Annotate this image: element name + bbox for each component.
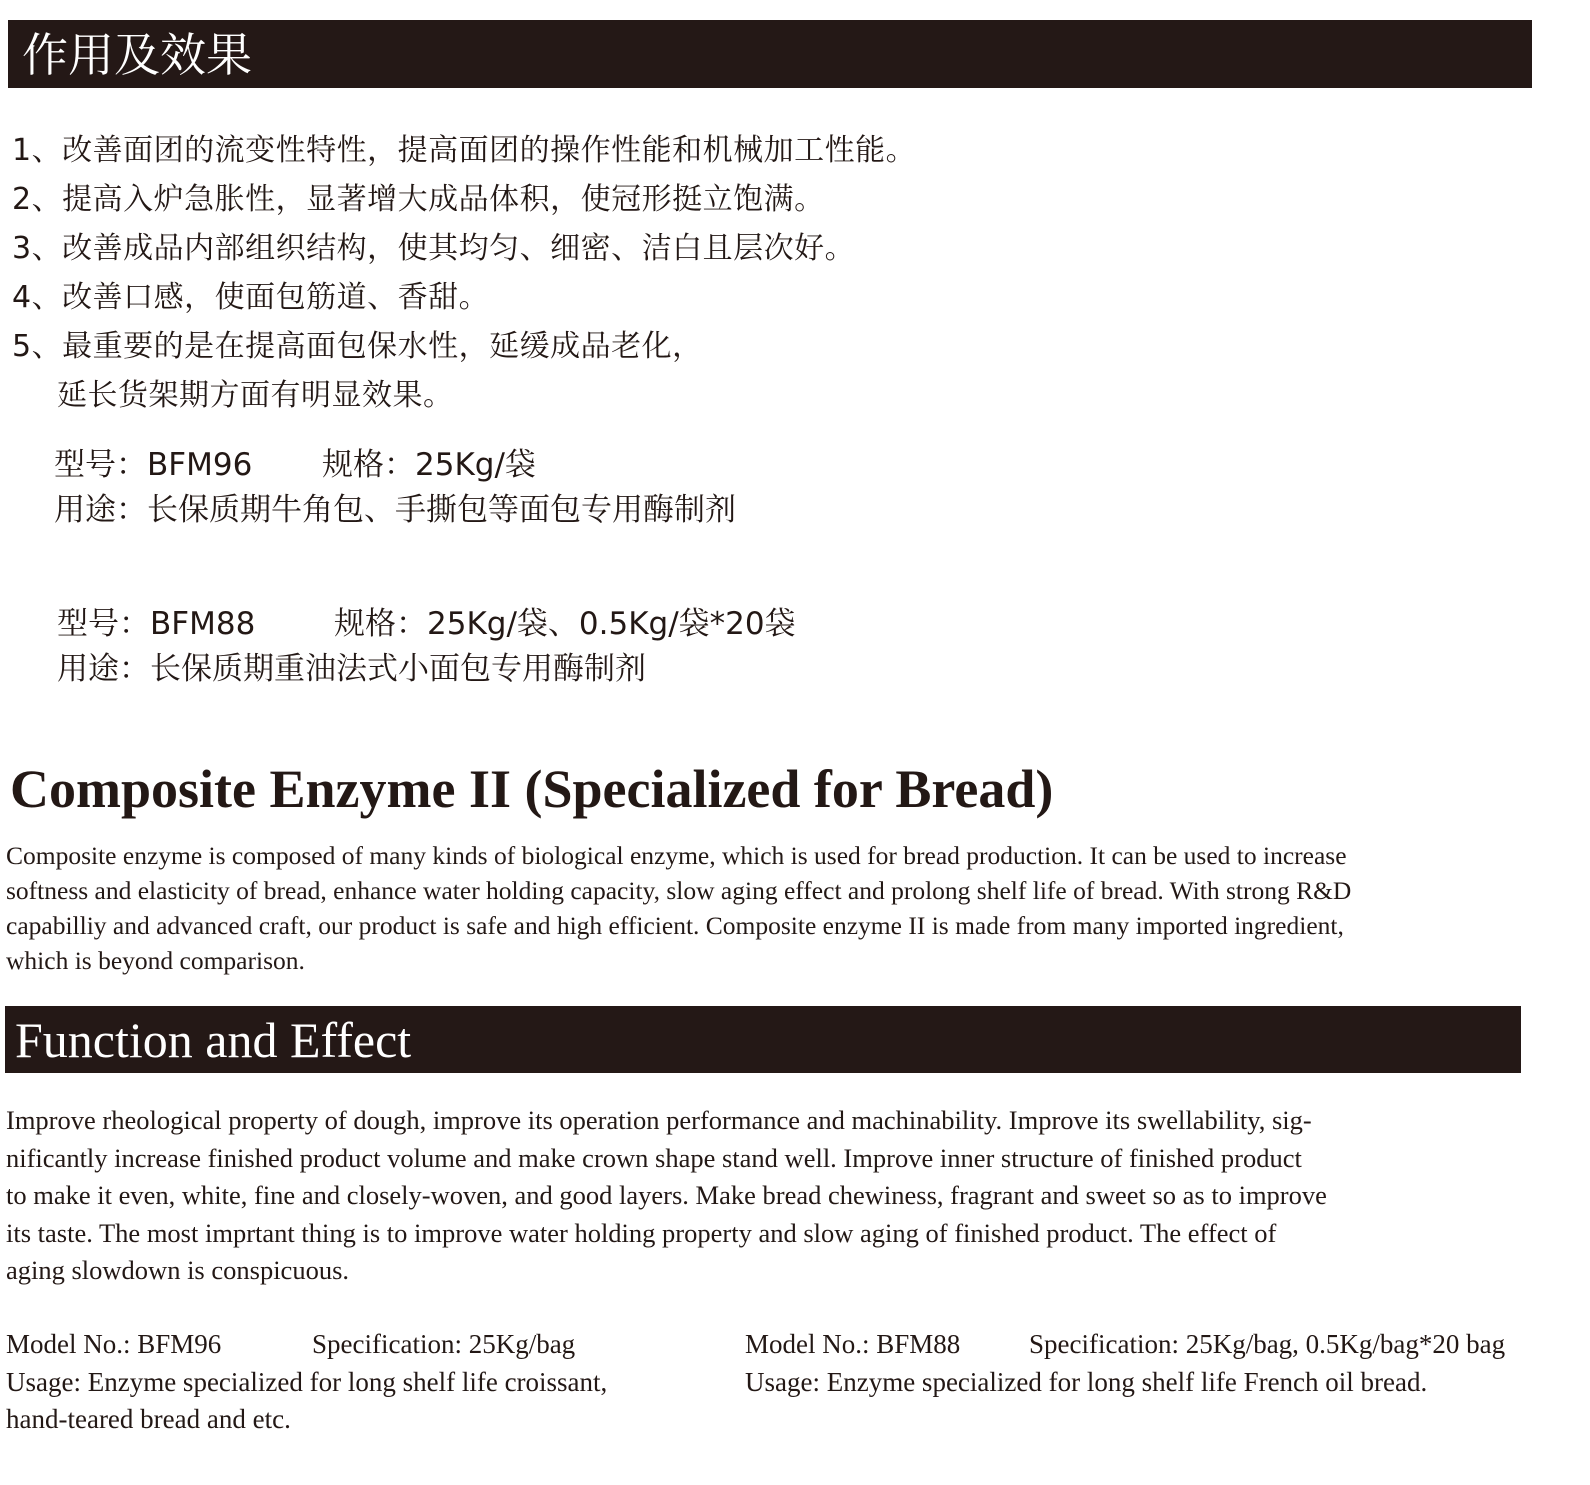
cn-model-number: 型号：BFM96 xyxy=(54,447,253,483)
paragraph-line: aging slowdown is conspicuous. xyxy=(6,1255,350,1285)
product-intro-paragraph xyxy=(6,838,1536,978)
cn-model-number: 型号：BFM88 xyxy=(57,606,256,642)
paragraph-line: which is beyond comparison. xyxy=(6,946,305,975)
paragraph-line: Composite enzyme is composed of many kinds of biological enzyme, which is used for bread production. It can be used to increase xyxy=(6,841,1347,870)
function-effect-paragraph xyxy=(6,1102,1536,1290)
cn-specification: 规格：25Kg/袋 xyxy=(322,447,536,483)
paragraph-line: nificantly increase finished product volume and make crown shape stand well. Improve inner structure of finished product xyxy=(6,1142,1302,1173)
en-specification: Specification: 25Kg/bag, 0.5Kg/bag*20 bag xyxy=(1029,1329,1506,1359)
en-usage-line: hand-teared bread and etc. xyxy=(6,1404,291,1434)
cn-specification: 规格：25Kg/袋、0.5Kg/袋*20袋 xyxy=(334,606,796,642)
cn-effect-item: 4、改善口感，使面包筋道、香甜。 xyxy=(12,280,490,315)
en-specification: Specification: 25Kg/bag xyxy=(312,1329,576,1359)
en-section-title: Function and Effect xyxy=(15,1012,412,1068)
cn-usage: 用途：长保质期重油法式小面包专用酶制剂 xyxy=(57,651,646,687)
product-title: Composite Enzyme II (Specialized for Bread) xyxy=(10,759,1054,819)
en-model-number: Model No.: BFM88 xyxy=(745,1329,961,1359)
cn-section-header xyxy=(8,20,1532,88)
en-section-header xyxy=(5,1006,1521,1073)
cn-effect-item: 3、改善成品内部组织结构，使其均匀、细密、洁白且层次好。 xyxy=(12,231,856,266)
cn-effect-item: 1、改善面团的流变性特性，提高面团的操作性能和机械加工性能。 xyxy=(12,133,917,168)
en-usage-line: Usage: Enzyme specialized for long shelf life French oil bread. xyxy=(745,1367,1428,1397)
cn-effect-item: 2、提高入炉急胀性，显著增大成品体积，使冠形挺立饱满。 xyxy=(12,182,825,217)
en-model-number: Model No.: BFM96 xyxy=(6,1329,222,1359)
paragraph-line: its taste. The most imprtant thing is to improve water holding property and slow aging of finished product. The effect of xyxy=(6,1217,1277,1248)
cn-section-title: 作用及效果 xyxy=(22,28,252,82)
paragraph-line: to make it even, white, fine and closely-woven, and good layers. Make bread chewiness, fragrant and sweet so as to improve xyxy=(6,1180,1327,1210)
cn-effect-item: 5、最重要的是在提高面包保水性，延缓成品老化， xyxy=(12,329,703,364)
paragraph-line: Improve rheological property of dough, improve its operation performance and machinability. Improve its swellability, sig- xyxy=(6,1105,1312,1135)
cn-usage: 用途：长保质期牛角包、手撕包等面包专用酶制剂 xyxy=(54,492,736,528)
cn-effect-item-continued: 延长货架期方面有明显效果。 xyxy=(57,378,454,413)
paragraph-line: softness and elasticity of bread, enhance water holding capacity, slow aging effect and prolong shelf life of bread. With strong R&D xyxy=(6,876,1352,905)
en-usage-line: Usage: Enzyme specialized for long shelf life croissant, xyxy=(6,1367,608,1397)
paragraph-line: capabilliy and advanced craft, our product is safe and high efficient. Composite enzyme II is made from many imported ingredient, xyxy=(6,911,1344,940)
